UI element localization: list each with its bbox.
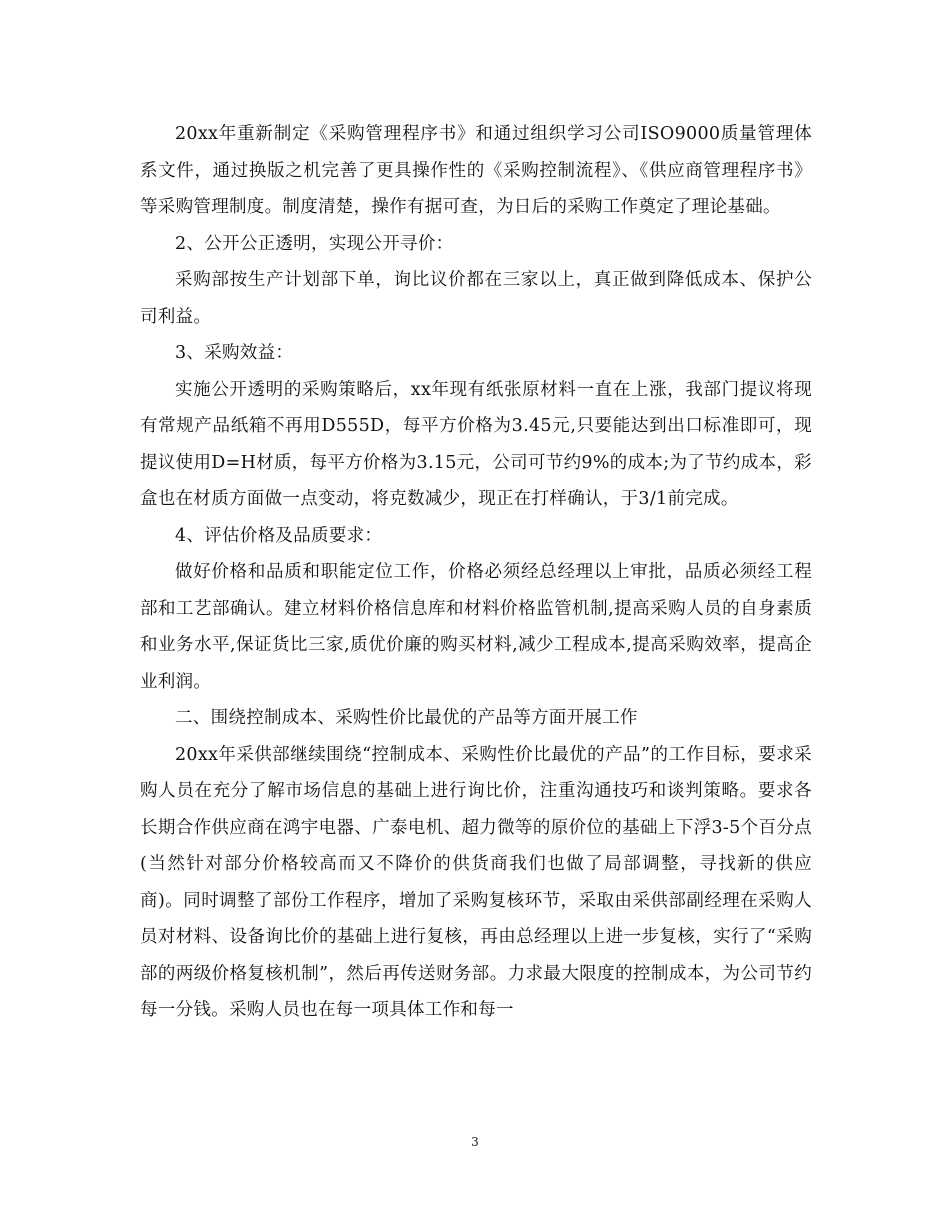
heading-cost-control: 二、围绕控制成本、采购性价比最优的产品等方面开展工作 <box>175 708 638 728</box>
document-body <box>140 116 812 1029</box>
paragraph-cost-control: 20xx年采供部继续围绕“控制成本、采购性价比最优的产品”的工作目标，要求采购人员在充分了解市场信息的基础上进行询比价，注重沟通技巧和谈判策略。要求各长期合作供应商在鸿宇电器、广泰电机、超力微等的原价位的基础上下浮3-5个百分点(当然针对部分价格较高而又不降价的供货商我们也做了局部调整，寻找新的供应商)。同时调整了部份工作程序，增加了采购复核环节，采取由采供部副经理在采购人员对材料、设备询比价的基础上进行复核，再由总经理以上进一步复核，实行了“采购部的两级价格复核机制”，然后再传送财务部。力求最大限度的控制成本，为公司节约每一分钱。采购人员也在每一项具体工作和每一 <box>140 744 812 1020</box>
paragraph-open-pricing: 采购部按生产计划部下单，询比议价都在三家以上，真正做到降低成本、保护公司利益。 <box>140 270 812 327</box>
paragraph-price-quality: 做好价格和品质和职能定位工作，价格必须经总经理以上审批，品质必须经工程部和工艺部确认。建立材料价格信息库和材料价格监管机制,提高采购人员的自身素质和业务水平,保证货比三家,质优价廉的购买材料,减少工程成本,提高采购效率，提高企业利润。 <box>140 562 812 692</box>
page-number: 3 <box>471 1135 479 1149</box>
heading-price-quality: 4、评估价格及品质要求： <box>175 525 383 546</box>
heading-open-pricing: 2、公开公正透明，实现公开寻价： <box>175 233 454 254</box>
paragraph-revised-procedures: 20xx年重新制定《采购管理程序书》和通过组织学习公司ISO9000质量管理体系文件，通过换版之机完善了更具操作性的《采购控制流程》、《供应商管理程序书》等采购管理制度。制度清楚，操作有据可查，为日后的采购工作奠定了理论基础。 <box>140 124 812 217</box>
heading-procurement-benefits: 3、采购效益： <box>175 343 294 363</box>
paragraph-procurement-benefits: 实施公开透明的采购策略后，xx年现有纸张原材料一直在上涨，我部门提议将现有常规产品纸箱不再用D555D，每平方价格为3.45元,只要能达到出口标准即可，现提议使用D=H材质，每平方价格为3.15元，公司可节约9%的成本;为了节约成本，彩盒也在材质方面做一点变动，将克数减少，现正在打样确认，于3/1前完成。 <box>140 379 812 509</box>
